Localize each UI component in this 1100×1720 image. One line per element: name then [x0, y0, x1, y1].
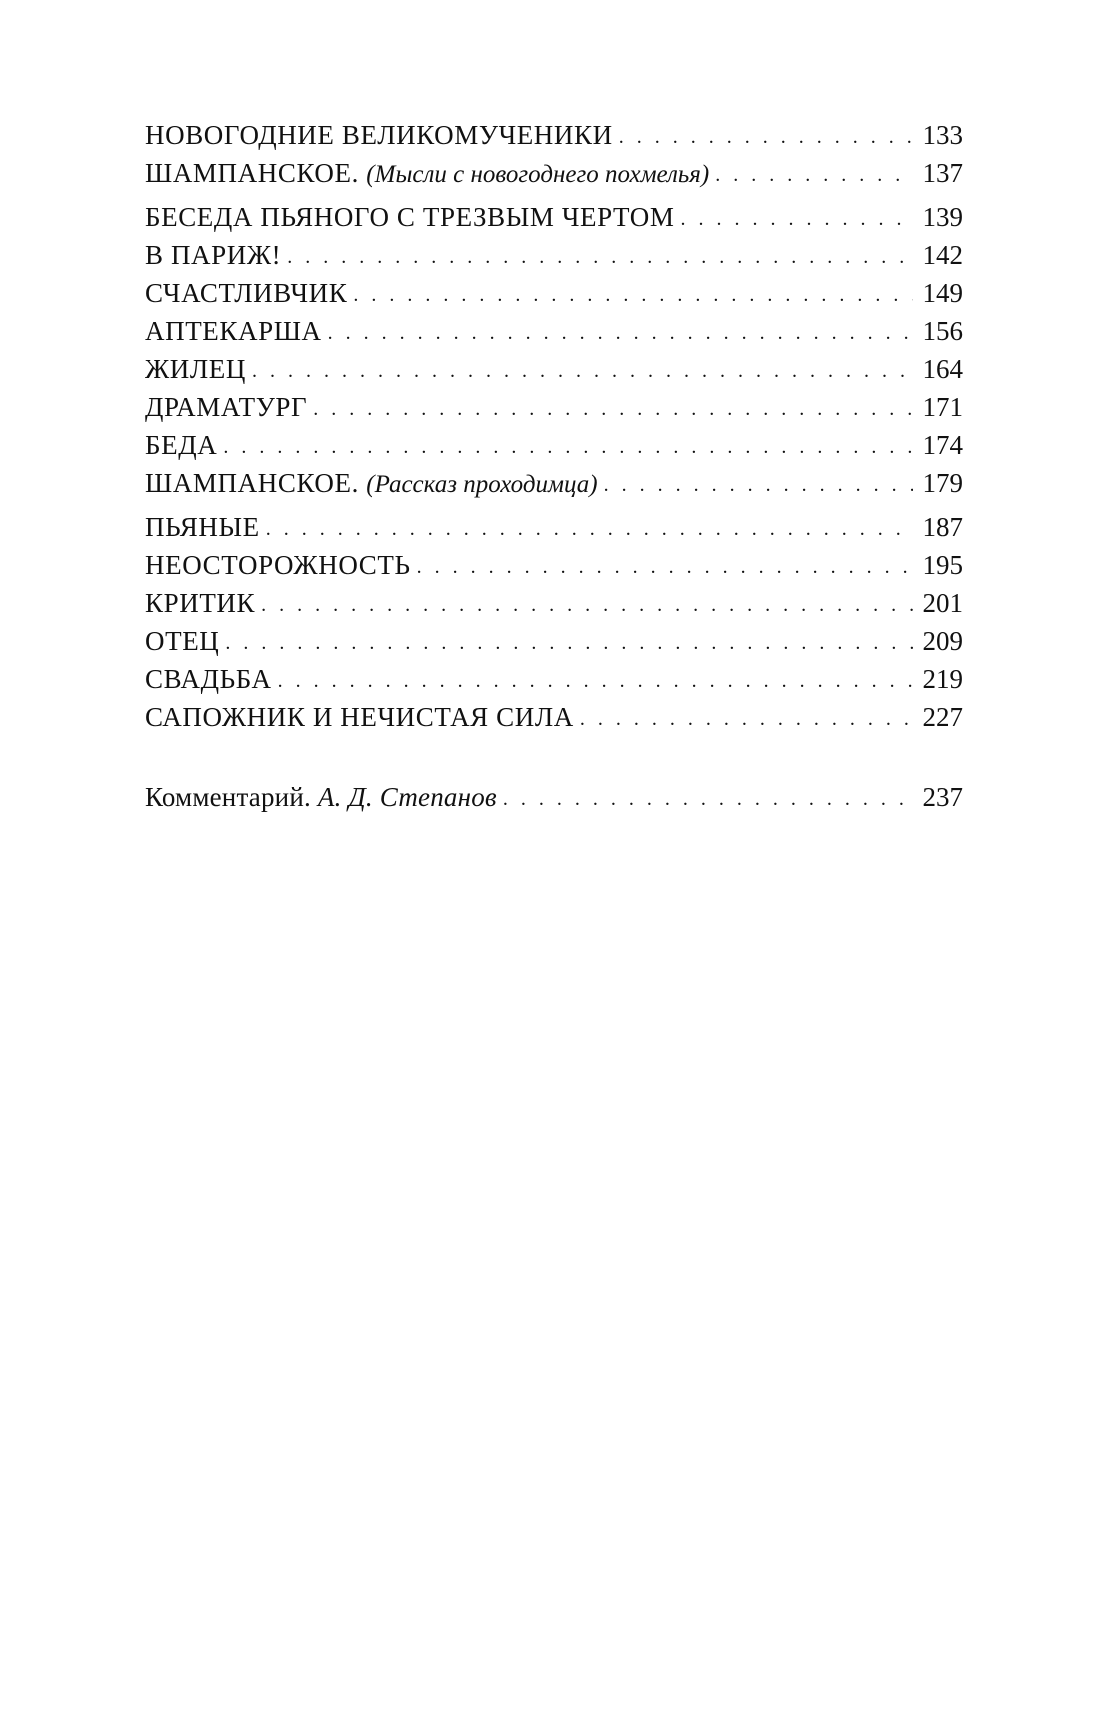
toc-entry-title: НОВОГОДНИЕ ВЕЛИКОМУЧЕНИКИ: [145, 120, 613, 150]
toc-page-number: 195: [922, 550, 963, 580]
toc-entry-title: ПЬЯНЫЕ: [145, 512, 260, 542]
toc-entry[interactable]: [145, 464, 963, 502]
toc-dot-leader: [353, 276, 913, 314]
toc-entry-title: В ПАРИЖ!: [145, 240, 282, 270]
toc-page-number: 133: [922, 120, 963, 150]
toc-entry[interactable]: [145, 660, 963, 698]
toc-entry-title: ОТЕЦ: [145, 626, 220, 656]
toc-entry-subtitle: (Рассказ проходимца): [366, 471, 598, 498]
toc-entry[interactable]: [145, 584, 963, 622]
toc-page-number: 201: [922, 588, 963, 618]
toc-entry[interactable]: [145, 154, 963, 192]
toc-dot-leader: [261, 586, 913, 624]
toc-entry-title: ДРАМАТУРГ: [145, 392, 308, 422]
toc-dot-leader: [328, 314, 913, 352]
toc-page-number: 174: [922, 430, 963, 460]
toc-page-number: 219: [922, 664, 963, 694]
toc-dot-leader: [417, 548, 913, 586]
toc-entry-title: ШАМПАНСКОЕ. (Мысли с новогоднего похмелья): [145, 158, 710, 188]
toc-entry-title: КРИТИК: [145, 588, 256, 618]
toc-dot-leader: [580, 700, 913, 738]
toc-dot-leader: [715, 156, 913, 194]
toc-page-number: 164: [922, 354, 963, 384]
toc-dot-leader: [680, 200, 913, 238]
toc-entry[interactable]: [145, 350, 963, 388]
toc-dot-leader: [278, 662, 913, 700]
toc-entry[interactable]: [145, 622, 963, 660]
toc-page-number: 137: [922, 158, 963, 188]
table-of-contents: [145, 116, 963, 816]
toc-page-number: 179: [922, 468, 963, 498]
toc-page-number: 171: [922, 392, 963, 422]
toc-entry[interactable]: [145, 198, 963, 236]
toc-commentary-author: А. Д. Степанов: [317, 782, 497, 812]
toc-entry[interactable]: [145, 426, 963, 464]
toc-page-number: 227: [922, 702, 963, 732]
toc-entry[interactable]: [145, 508, 963, 546]
toc-entry[interactable]: [145, 312, 963, 350]
toc-commentary-title: Комментарий. А. Д. Степанов: [145, 782, 497, 812]
toc-entry-title: СЧАСТЛИВЧИК: [145, 278, 348, 308]
toc-entry-title: САПОЖНИК И НЕЧИСТАЯ СИЛА: [145, 702, 574, 732]
toc-entry-title: БЕДА: [145, 430, 218, 460]
toc-page-number: 156: [922, 316, 963, 346]
toc-entry-title: ЖИЛЕЦ: [145, 354, 246, 384]
toc-page-number: 142: [922, 240, 963, 270]
toc-dot-leader: [604, 466, 913, 504]
toc-dot-leader: [287, 238, 913, 276]
toc-entry-title: НЕОСТОРОЖНОСТЬ: [145, 550, 411, 580]
toc-dot-leader: [503, 780, 913, 818]
toc-dot-leader: [313, 390, 913, 428]
toc-page-number: 139: [922, 202, 963, 232]
toc-entry-subtitle: (Мысли с новогоднего похмелья): [366, 161, 710, 188]
toc-entry-title: ШАМПАНСКОЕ. (Рассказ проходимца): [145, 468, 598, 498]
toc-entry-title: АПТЕКАРША: [145, 316, 322, 346]
toc-dot-leader: [225, 624, 913, 662]
toc-page-number: 209: [922, 626, 963, 656]
toc-entry-title: СВАДЬБА: [145, 664, 272, 694]
toc-page-number: 149: [922, 278, 963, 308]
toc-dot-leader: [619, 118, 913, 156]
toc-dot-leader: [252, 352, 913, 390]
toc-entry[interactable]: [145, 274, 963, 312]
toc-page-number: 187: [922, 512, 963, 542]
toc-entry[interactable]: [145, 116, 963, 154]
toc-dot-leader: [223, 428, 913, 466]
toc-dot-leader: [266, 510, 913, 548]
toc-entry[interactable]: [145, 388, 963, 426]
toc-entry-title: БЕСЕДА ПЬЯНОГО С ТРЕЗВЫМ ЧЕРТОМ: [145, 202, 675, 232]
toc-commentary-entry[interactable]: [145, 778, 963, 816]
toc-entry[interactable]: [145, 546, 963, 584]
toc-page-number: 237: [922, 782, 963, 812]
toc-entry[interactable]: [145, 698, 963, 736]
toc-entry[interactable]: [145, 236, 963, 274]
